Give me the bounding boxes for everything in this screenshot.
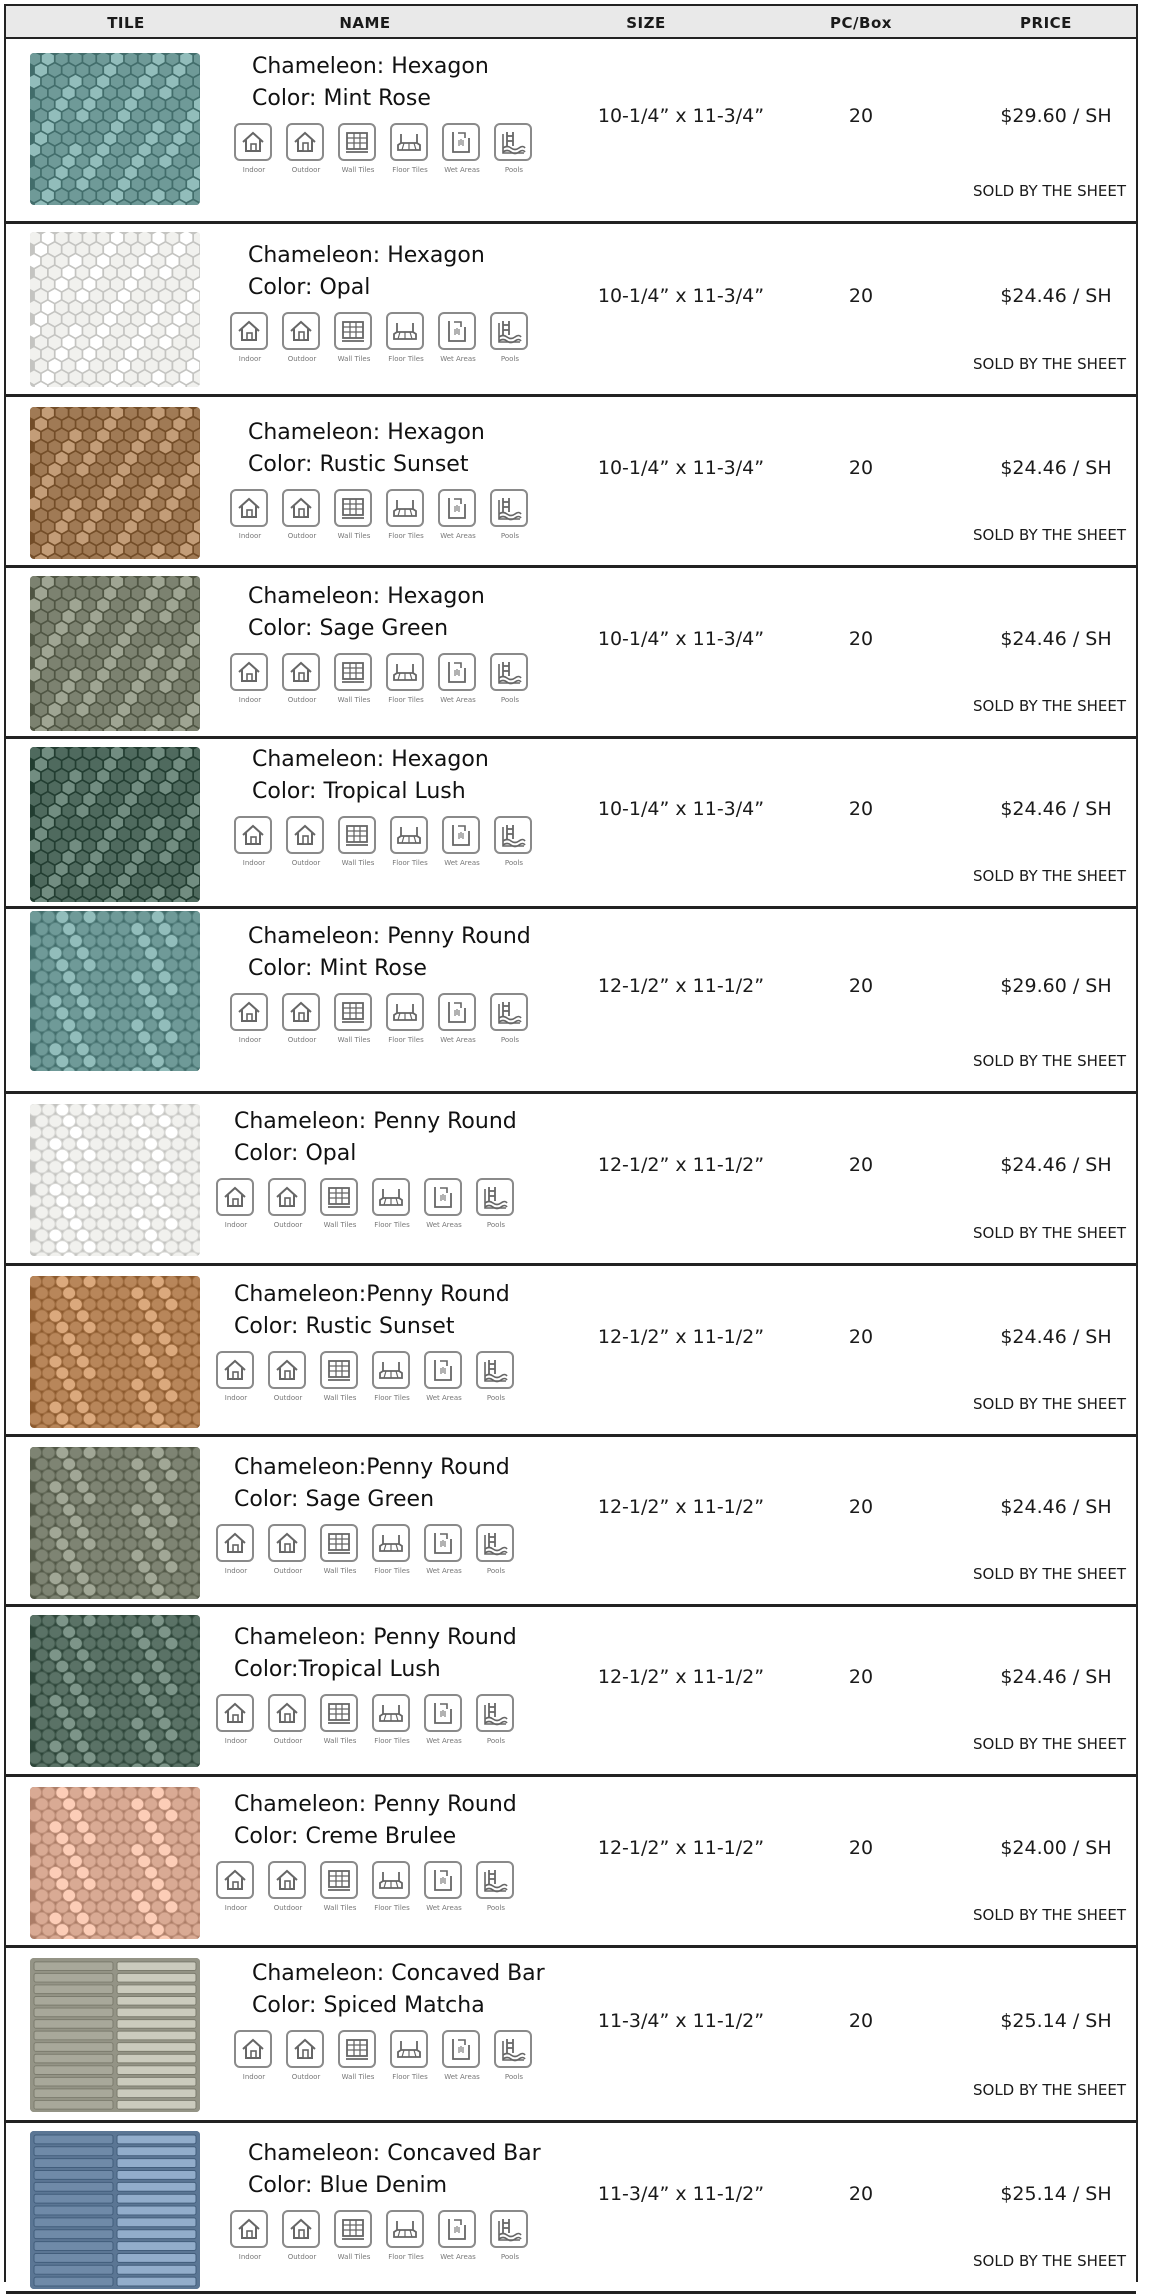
house-outdoor-icon [268, 1351, 308, 1402]
product-color: Color: Tropical Lush [252, 779, 466, 804]
wall-tiles-icon [320, 1524, 360, 1575]
table-row [6, 224, 1136, 397]
icon-label: Pools [500, 355, 520, 363]
icon-label: Wet Areas [444, 2073, 480, 2081]
price: $24.46 / SH [1000, 1154, 1112, 1176]
usage-icons [234, 123, 534, 174]
usage-icons [230, 993, 531, 1044]
wet-areas-icon [438, 312, 478, 363]
table-row [6, 739, 1136, 909]
floor-tiles-icon [372, 1351, 412, 1402]
icon-label: Indoor [238, 696, 262, 704]
icon-label: Floor Tiles [388, 1036, 424, 1044]
price: $29.60 / SH [1000, 975, 1112, 997]
table-row [6, 397, 1136, 568]
tile-thumbnail [30, 576, 200, 731]
tile-thumbnail [30, 1104, 200, 1256]
icon-label: Wet Areas [426, 1394, 462, 1402]
tile-size: 12-1/2” x 11-1/2” [597, 1837, 765, 1859]
sold-by-note: SOLD BY THE SHEET [972, 697, 1126, 715]
usage-icons [216, 1694, 517, 1745]
table-row [6, 1094, 1136, 1266]
usage-icons [234, 2030, 545, 2081]
floor-tiles-icon [386, 489, 426, 540]
tile-size: 12-1/2” x 11-1/2” [597, 1326, 765, 1348]
house-outdoor-icon [282, 489, 322, 540]
pools-icon [494, 2030, 534, 2081]
pieces-per-box: 20 [848, 2010, 874, 2032]
table-row [6, 1266, 1136, 1437]
product-color: Color: Blue Denim [248, 2173, 448, 2198]
price: $24.46 / SH [1000, 285, 1112, 307]
tile-size: 10-1/4” x 11-3/4” [597, 105, 765, 127]
icon-label: Wall Tiles [337, 532, 371, 540]
icon-label: Wall Tiles [323, 1567, 357, 1575]
icon-label: Outdoor [287, 532, 317, 540]
product-color: Color: Creme Brulee [234, 1824, 457, 1849]
icon-label: Pools [500, 2253, 520, 2261]
pools-icon [490, 2210, 530, 2261]
product-name-block [238, 581, 530, 704]
pools-icon [476, 1861, 516, 1912]
sold-by-note: SOLD BY THE SHEET [972, 526, 1126, 544]
icon-label: Wall Tiles [341, 2073, 375, 2081]
sold-by-note: SOLD BY THE SHEET [972, 2081, 1126, 2099]
usage-icons [216, 1524, 516, 1575]
icon-label: Wall Tiles [341, 166, 375, 174]
house-indoor-icon [216, 1694, 256, 1745]
sold-by-note: SOLD BY THE SHEET [972, 2252, 1126, 2270]
price: $24.46 / SH [1000, 457, 1112, 479]
table-row [6, 39, 1136, 224]
wet-areas-icon [424, 1524, 464, 1575]
product-color: Color: Rustic Sunset [234, 1314, 455, 1339]
icon-label: Outdoor [291, 859, 321, 867]
tile-size: 11-3/4” x 11-1/2” [597, 2183, 765, 2205]
icon-label: Outdoor [273, 1737, 303, 1745]
icon-label: Floor Tiles [388, 2253, 424, 2261]
price: $24.46 / SH [1000, 1666, 1112, 1688]
icon-label: Outdoor [287, 696, 317, 704]
product-color: Color: Sage Green [234, 1487, 435, 1512]
floor-tiles-icon [386, 312, 426, 363]
usage-icons [230, 489, 530, 540]
house-indoor-icon [234, 123, 274, 174]
icon-label: Indoor [242, 859, 266, 867]
icon-label: Floor Tiles [374, 1737, 410, 1745]
icon-label: Pools [504, 166, 524, 174]
product-name: Chameleon: Penny Round [234, 1792, 517, 1817]
icon-label: Wall Tiles [323, 1904, 357, 1912]
wall-tiles-icon [334, 993, 374, 1044]
icon-label: Pools [486, 1737, 506, 1745]
icon-label: Floor Tiles [392, 166, 428, 174]
tile-size: 12-1/2” x 11-1/2” [597, 975, 765, 997]
price: $25.14 / SH [1000, 2183, 1112, 2205]
tile-thumbnail [30, 747, 200, 902]
house-outdoor-icon [282, 2210, 322, 2261]
icon-label: Floor Tiles [374, 1221, 410, 1229]
tile-size: 10-1/4” x 11-3/4” [597, 457, 765, 479]
product-name: Chameleon: Concaved Bar [248, 2141, 541, 2166]
usage-icons [230, 653, 530, 704]
wall-tiles-icon [334, 489, 374, 540]
table-row [6, 568, 1136, 739]
product-name-block [238, 240, 530, 363]
house-indoor-icon [216, 1861, 256, 1912]
product-name-block [224, 1106, 517, 1229]
floor-tiles-icon [372, 1178, 412, 1229]
product-name: Chameleon: Hexagon [252, 747, 489, 772]
usage-icons [216, 1861, 517, 1912]
pieces-per-box: 20 [848, 975, 874, 997]
product-name-block [242, 51, 534, 174]
icon-label: Wet Areas [440, 532, 476, 540]
pieces-per-box: 20 [848, 285, 874, 307]
icon-label: Wet Areas [444, 859, 480, 867]
tile-thumbnail [30, 1958, 200, 2112]
icon-label: Outdoor [291, 166, 321, 174]
icon-label: Pools [486, 1904, 506, 1912]
product-name-block [242, 1958, 545, 2081]
product-name-block [238, 921, 531, 1044]
tile-thumbnail [30, 53, 200, 205]
price: $25.14 / SH [1000, 2010, 1112, 2032]
price: $29.60 / SH [1000, 105, 1112, 127]
icon-label: Indoor [224, 1737, 248, 1745]
wall-tiles-icon [320, 1694, 360, 1745]
wall-tiles-icon [334, 653, 374, 704]
usage-icons [216, 1178, 517, 1229]
floor-tiles-icon [390, 816, 430, 867]
house-outdoor-icon [268, 1524, 308, 1575]
sold-by-note: SOLD BY THE SHEET [972, 1395, 1126, 1413]
wet-areas-icon [442, 2030, 482, 2081]
tile-price-sheet [4, 4, 1138, 2282]
pieces-per-box: 20 [848, 1154, 874, 1176]
header-tile: TILE [107, 14, 145, 32]
table-row [6, 2123, 1136, 2294]
icon-label: Outdoor [273, 1567, 303, 1575]
icon-label: Wall Tiles [337, 2253, 371, 2261]
product-name-block [238, 417, 530, 540]
tile-thumbnail [30, 911, 200, 1071]
wet-areas-icon [438, 653, 478, 704]
table-row [6, 1437, 1136, 1607]
icon-label: Wall Tiles [337, 1036, 371, 1044]
pieces-per-box: 20 [848, 628, 874, 650]
usage-icons [230, 312, 530, 363]
pools-icon [490, 489, 530, 540]
product-name-block [224, 1622, 517, 1745]
wall-tiles-icon [320, 1178, 360, 1229]
icon-label: Wet Areas [426, 1737, 462, 1745]
table-row [6, 1948, 1136, 2123]
icon-label: Pools [500, 1036, 520, 1044]
icon-label: Outdoor [291, 2073, 321, 2081]
product-color: Color: Mint Rose [248, 956, 427, 981]
product-name: Chameleon: Hexagon [248, 243, 485, 268]
tile-thumbnail [30, 1447, 200, 1599]
tile-size: 10-1/4” x 11-3/4” [597, 628, 765, 650]
icon-label: Outdoor [273, 1394, 303, 1402]
floor-tiles-icon [372, 1524, 412, 1575]
pools-icon [476, 1178, 516, 1229]
tile-size: 12-1/2” x 11-1/2” [597, 1154, 765, 1176]
house-outdoor-icon [282, 993, 322, 1044]
product-name-block [224, 1279, 516, 1402]
pieces-per-box: 20 [848, 1496, 874, 1518]
product-color: Color: Opal [234, 1141, 357, 1166]
pools-icon [476, 1694, 516, 1745]
wet-areas-icon [424, 1861, 464, 1912]
header-size: SIZE [626, 14, 666, 32]
floor-tiles-icon [386, 993, 426, 1044]
house-outdoor-icon [286, 123, 326, 174]
icon-label: Indoor [238, 2253, 262, 2261]
icon-label: Wall Tiles [337, 355, 371, 363]
floor-tiles-icon [386, 653, 426, 704]
product-color: Color: Rustic Sunset [248, 452, 469, 477]
wall-tiles-icon [320, 1351, 360, 1402]
table-row [6, 909, 1136, 1094]
tile-size: 12-1/2” x 11-1/2” [597, 1496, 765, 1518]
icon-label: Wet Areas [440, 2253, 476, 2261]
icon-label: Pools [500, 696, 520, 704]
house-indoor-icon [230, 312, 270, 363]
sold-by-note: SOLD BY THE SHEET [972, 1906, 1126, 1924]
tile-size: 10-1/4” x 11-3/4” [597, 798, 765, 820]
sold-by-note: SOLD BY THE SHEET [972, 182, 1126, 200]
product-name: Chameleon:Penny Round [234, 1455, 510, 1480]
pools-icon [494, 816, 534, 867]
usage-icons [234, 816, 534, 867]
wall-tiles-icon [320, 1861, 360, 1912]
product-name: Chameleon: Penny Round [248, 924, 531, 949]
tile-thumbnail [30, 1615, 200, 1767]
tile-size: 12-1/2” x 11-1/2” [597, 1666, 765, 1688]
product-color: Color: Mint Rose [252, 86, 431, 111]
product-name: Chameleon: Hexagon [252, 54, 489, 79]
icon-label: Outdoor [287, 1036, 317, 1044]
tile-thumbnail [30, 1787, 200, 1939]
house-indoor-icon [234, 816, 274, 867]
house-outdoor-icon [282, 312, 322, 363]
icon-label: Indoor [224, 1394, 248, 1402]
wet-areas-icon [424, 1178, 464, 1229]
floor-tiles-icon [390, 123, 430, 174]
house-indoor-icon [216, 1524, 256, 1575]
icon-label: Wall Tiles [323, 1394, 357, 1402]
icon-label: Wall Tiles [323, 1737, 357, 1745]
icon-label: Wet Areas [444, 166, 480, 174]
house-outdoor-icon [268, 1861, 308, 1912]
icon-label: Floor Tiles [392, 859, 428, 867]
wall-tiles-icon [338, 123, 378, 174]
sold-by-note: SOLD BY THE SHEET [972, 355, 1126, 373]
icon-label: Indoor [242, 166, 266, 174]
house-outdoor-icon [282, 653, 322, 704]
product-name-block [224, 1452, 516, 1575]
icon-label: Floor Tiles [388, 696, 424, 704]
wall-tiles-icon [338, 816, 378, 867]
icon-label: Indoor [224, 1221, 248, 1229]
tile-size: 11-3/4” x 11-1/2” [597, 2010, 765, 2032]
icon-label: Wall Tiles [337, 696, 371, 704]
wet-areas-icon [424, 1694, 464, 1745]
house-outdoor-icon [286, 2030, 326, 2081]
product-name: Chameleon: Concaved Bar [252, 1961, 545, 1986]
floor-tiles-icon [386, 2210, 426, 2261]
pools-icon [490, 312, 530, 363]
house-outdoor-icon [268, 1178, 308, 1229]
icon-label: Pools [504, 2073, 524, 2081]
product-name: Chameleon: Penny Round [234, 1625, 517, 1650]
wall-tiles-icon [334, 2210, 374, 2261]
house-indoor-icon [216, 1351, 256, 1402]
pieces-per-box: 20 [848, 1837, 874, 1859]
sold-by-note: SOLD BY THE SHEET [972, 867, 1126, 885]
icon-label: Indoor [238, 355, 262, 363]
icon-label: Wet Areas [440, 1036, 476, 1044]
icon-label: Indoor [224, 1567, 248, 1575]
floor-tiles-icon [390, 2030, 430, 2081]
pieces-per-box: 20 [848, 1666, 874, 1688]
icon-label: Wall Tiles [341, 859, 375, 867]
wall-tiles-icon [334, 312, 374, 363]
tile-thumbnail [30, 232, 200, 387]
icon-label: Indoor [224, 1904, 248, 1912]
pools-icon [490, 653, 530, 704]
house-indoor-icon [216, 1178, 256, 1229]
icon-label: Wet Areas [440, 696, 476, 704]
icon-label: Pools [500, 532, 520, 540]
icon-label: Outdoor [287, 2253, 317, 2261]
product-name-block [238, 2138, 541, 2261]
house-indoor-icon [230, 653, 270, 704]
wet-areas-icon [424, 1351, 464, 1402]
icon-label: Outdoor [287, 355, 317, 363]
price: $24.46 / SH [1000, 798, 1112, 820]
house-outdoor-icon [286, 816, 326, 867]
icon-label: Pools [486, 1221, 506, 1229]
tile-thumbnail [30, 2131, 200, 2289]
table-header [6, 4, 1136, 39]
table-row [6, 1607, 1136, 1777]
price: $24.46 / SH [1000, 1326, 1112, 1348]
price: $24.46 / SH [1000, 1496, 1112, 1518]
house-outdoor-icon [268, 1694, 308, 1745]
icon-label: Wet Areas [426, 1904, 462, 1912]
product-name-block [242, 744, 534, 867]
header-name: NAME [339, 14, 391, 32]
icon-label: Pools [486, 1394, 506, 1402]
house-indoor-icon [234, 2030, 274, 2081]
floor-tiles-icon [372, 1861, 412, 1912]
product-name: Chameleon: Penny Round [234, 1109, 517, 1134]
sold-by-note: SOLD BY THE SHEET [972, 1224, 1126, 1242]
header-pc-box: PC/Box [830, 14, 892, 32]
icon-label: Wet Areas [426, 1221, 462, 1229]
icon-label: Floor Tiles [388, 355, 424, 363]
icon-label: Pools [504, 859, 524, 867]
wet-areas-icon [438, 2210, 478, 2261]
tile-size: 10-1/4” x 11-3/4” [597, 285, 765, 307]
product-color: Color:Tropical Lush [234, 1657, 441, 1682]
usage-icons [230, 2210, 541, 2261]
table-body [6, 39, 1136, 2294]
pieces-per-box: 20 [848, 105, 874, 127]
icon-label: Wet Areas [440, 355, 476, 363]
wet-areas-icon [438, 489, 478, 540]
price: $24.00 / SH [1000, 1837, 1112, 1859]
house-indoor-icon [230, 489, 270, 540]
pieces-per-box: 20 [848, 798, 874, 820]
product-color: Color: Sage Green [248, 616, 449, 641]
icon-label: Floor Tiles [374, 1904, 410, 1912]
icon-label: Floor Tiles [388, 532, 424, 540]
header-price: PRICE [1020, 14, 1072, 32]
pieces-per-box: 20 [848, 1326, 874, 1348]
price: $24.46 / SH [1000, 628, 1112, 650]
sold-by-note: SOLD BY THE SHEET [972, 1052, 1126, 1070]
wall-tiles-icon [338, 2030, 378, 2081]
sold-by-note: SOLD BY THE SHEET [972, 1565, 1126, 1583]
icon-label: Indoor [238, 1036, 262, 1044]
icon-label: Floor Tiles [374, 1567, 410, 1575]
sold-by-note: SOLD BY THE SHEET [972, 1735, 1126, 1753]
product-color: Color: Spiced Matcha [252, 1993, 485, 2018]
product-name: Chameleon:Penny Round [234, 1282, 510, 1307]
floor-tiles-icon [372, 1694, 412, 1745]
icon-label: Floor Tiles [392, 2073, 428, 2081]
house-indoor-icon [230, 2210, 270, 2261]
pieces-per-box: 20 [848, 457, 874, 479]
table-row [6, 1777, 1136, 1948]
icon-label: Outdoor [273, 1904, 303, 1912]
product-color: Color: Opal [248, 275, 371, 300]
product-name: Chameleon: Hexagon [248, 420, 485, 445]
tile-thumbnail [30, 1276, 200, 1428]
house-indoor-icon [230, 993, 270, 1044]
wet-areas-icon [442, 816, 482, 867]
tile-thumbnail [30, 407, 200, 559]
icon-label: Wet Areas [426, 1567, 462, 1575]
pools-icon [490, 993, 530, 1044]
icon-label: Outdoor [273, 1221, 303, 1229]
pools-icon [494, 123, 534, 174]
pieces-per-box: 20 [848, 2183, 874, 2205]
icon-label: Indoor [242, 2073, 266, 2081]
wet-areas-icon [438, 993, 478, 1044]
pools-icon [476, 1524, 516, 1575]
product-name: Chameleon: Hexagon [248, 584, 485, 609]
icon-label: Indoor [238, 532, 262, 540]
product-name-block [224, 1789, 517, 1912]
usage-icons [216, 1351, 516, 1402]
pools-icon [476, 1351, 516, 1402]
wet-areas-icon [442, 123, 482, 174]
icon-label: Pools [486, 1567, 506, 1575]
icon-label: Floor Tiles [374, 1394, 410, 1402]
icon-label: Wall Tiles [323, 1221, 357, 1229]
